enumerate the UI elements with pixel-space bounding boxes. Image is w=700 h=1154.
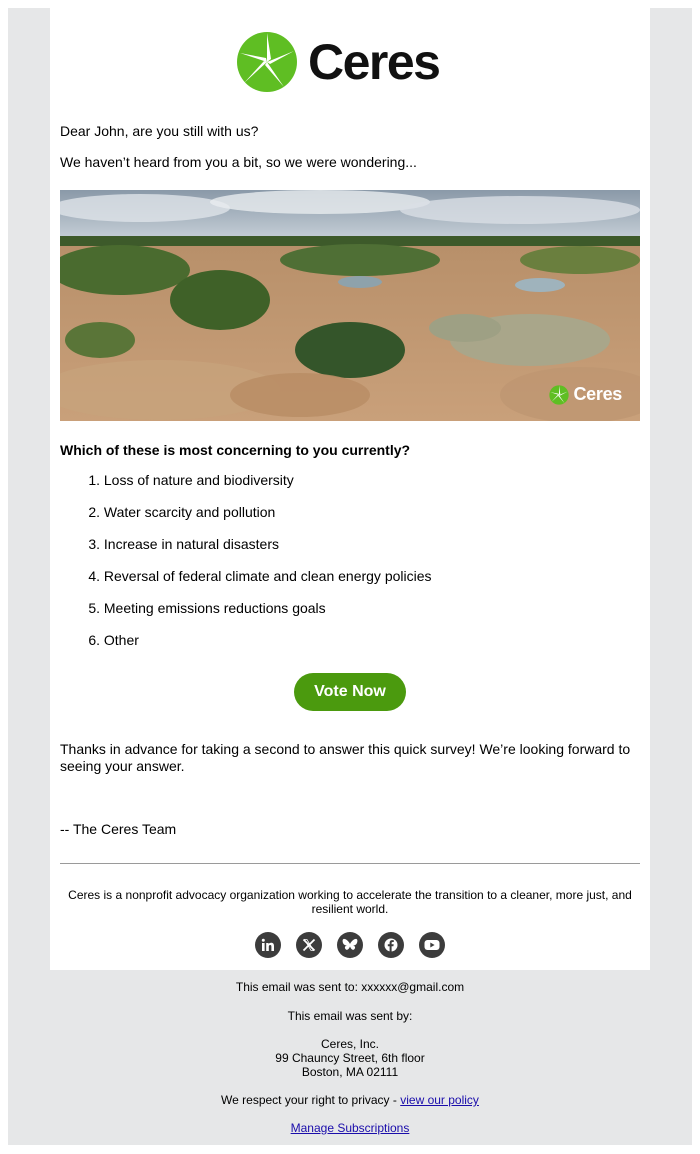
footer-sent-to (8, 980, 692, 994)
facebook-icon[interactable] (378, 932, 404, 958)
hero-watermark (549, 384, 622, 405)
thanks-text: Thanks in advance for taking a second to answer this quick survey! We’re looking forward to seeing your answer. (60, 741, 631, 774)
option-number: 5. (88, 600, 100, 616)
survey-question: Which of these is most concerning to you currently? (60, 442, 411, 458)
survey-option[interactable] (84, 504, 432, 536)
ceres-logo[interactable] (236, 30, 440, 94)
survey-option[interactable] (84, 536, 432, 568)
linkedin-icon[interactable] (255, 932, 281, 958)
email-background (8, 8, 692, 1145)
signoff: -- The Ceres Team (60, 821, 177, 837)
option-label: Reversal of federal climate and clean energy policies (103, 568, 432, 584)
survey-option[interactable] (84, 600, 432, 632)
option-label: Other (103, 632, 139, 648)
ceres-logo-mark-icon (236, 31, 298, 93)
email-body (50, 8, 650, 970)
option-number: 2. (88, 504, 100, 520)
hero-image[interactable] (60, 190, 640, 421)
option-number: 6. (88, 632, 100, 648)
footer-manage (8, 1121, 692, 1135)
x-icon[interactable] (296, 932, 322, 958)
sent-to-label: This email was sent to: (235, 980, 358, 994)
manage-subscriptions-link[interactable]: Manage Subscriptions (290, 1121, 410, 1135)
survey-option[interactable] (84, 472, 432, 504)
option-label: Meeting emissions reductions goals (103, 600, 326, 616)
survey-option[interactable] (84, 568, 432, 600)
option-label: Water scarcity and pollution (103, 504, 276, 520)
footer-city: Boston, MA 02111 (301, 1065, 399, 1079)
footer-privacy (8, 1093, 692, 1107)
youtube-icon[interactable] (419, 932, 445, 958)
footer-street: 99 Chauncy Street, 6th floor (275, 1051, 425, 1065)
greeting: Dear John, are you still with us? (60, 123, 259, 139)
sent-to-email: xxxxxx@gmail.com (361, 980, 465, 994)
privacy-policy-link[interactable]: view our policy (400, 1093, 479, 1107)
option-number: 4. (88, 568, 100, 584)
survey-options (84, 472, 432, 664)
divider (60, 863, 640, 864)
option-label: Increase in natural disasters (103, 536, 279, 552)
bluesky-icon[interactable] (337, 932, 363, 958)
social-links (255, 932, 445, 958)
option-label: Loss of nature and biodiversity (103, 472, 294, 488)
footer-sent-by: This email was sent by: (287, 1009, 413, 1023)
hero-watermark-text: Ceres (573, 384, 622, 404)
option-number: 1. (88, 472, 100, 488)
survey-option[interactable] (84, 632, 432, 664)
option-number: 3. (88, 536, 100, 552)
intro-text: We haven’t heard from you a bit, so we were wondering... (60, 154, 417, 170)
privacy-text: We respect your right to privacy - (221, 1093, 397, 1107)
vote-now-button[interactable]: Vote Now (294, 673, 406, 711)
ceres-watermark-icon (549, 385, 569, 405)
logo-wordmark: Ceres (308, 34, 440, 90)
mission-statement: Ceres is a nonprofit advocacy organization working to accelerate the transition to a cleaner, more just, and resilient world. (68, 888, 632, 916)
footer-org: Ceres, Inc. (320, 1037, 380, 1051)
